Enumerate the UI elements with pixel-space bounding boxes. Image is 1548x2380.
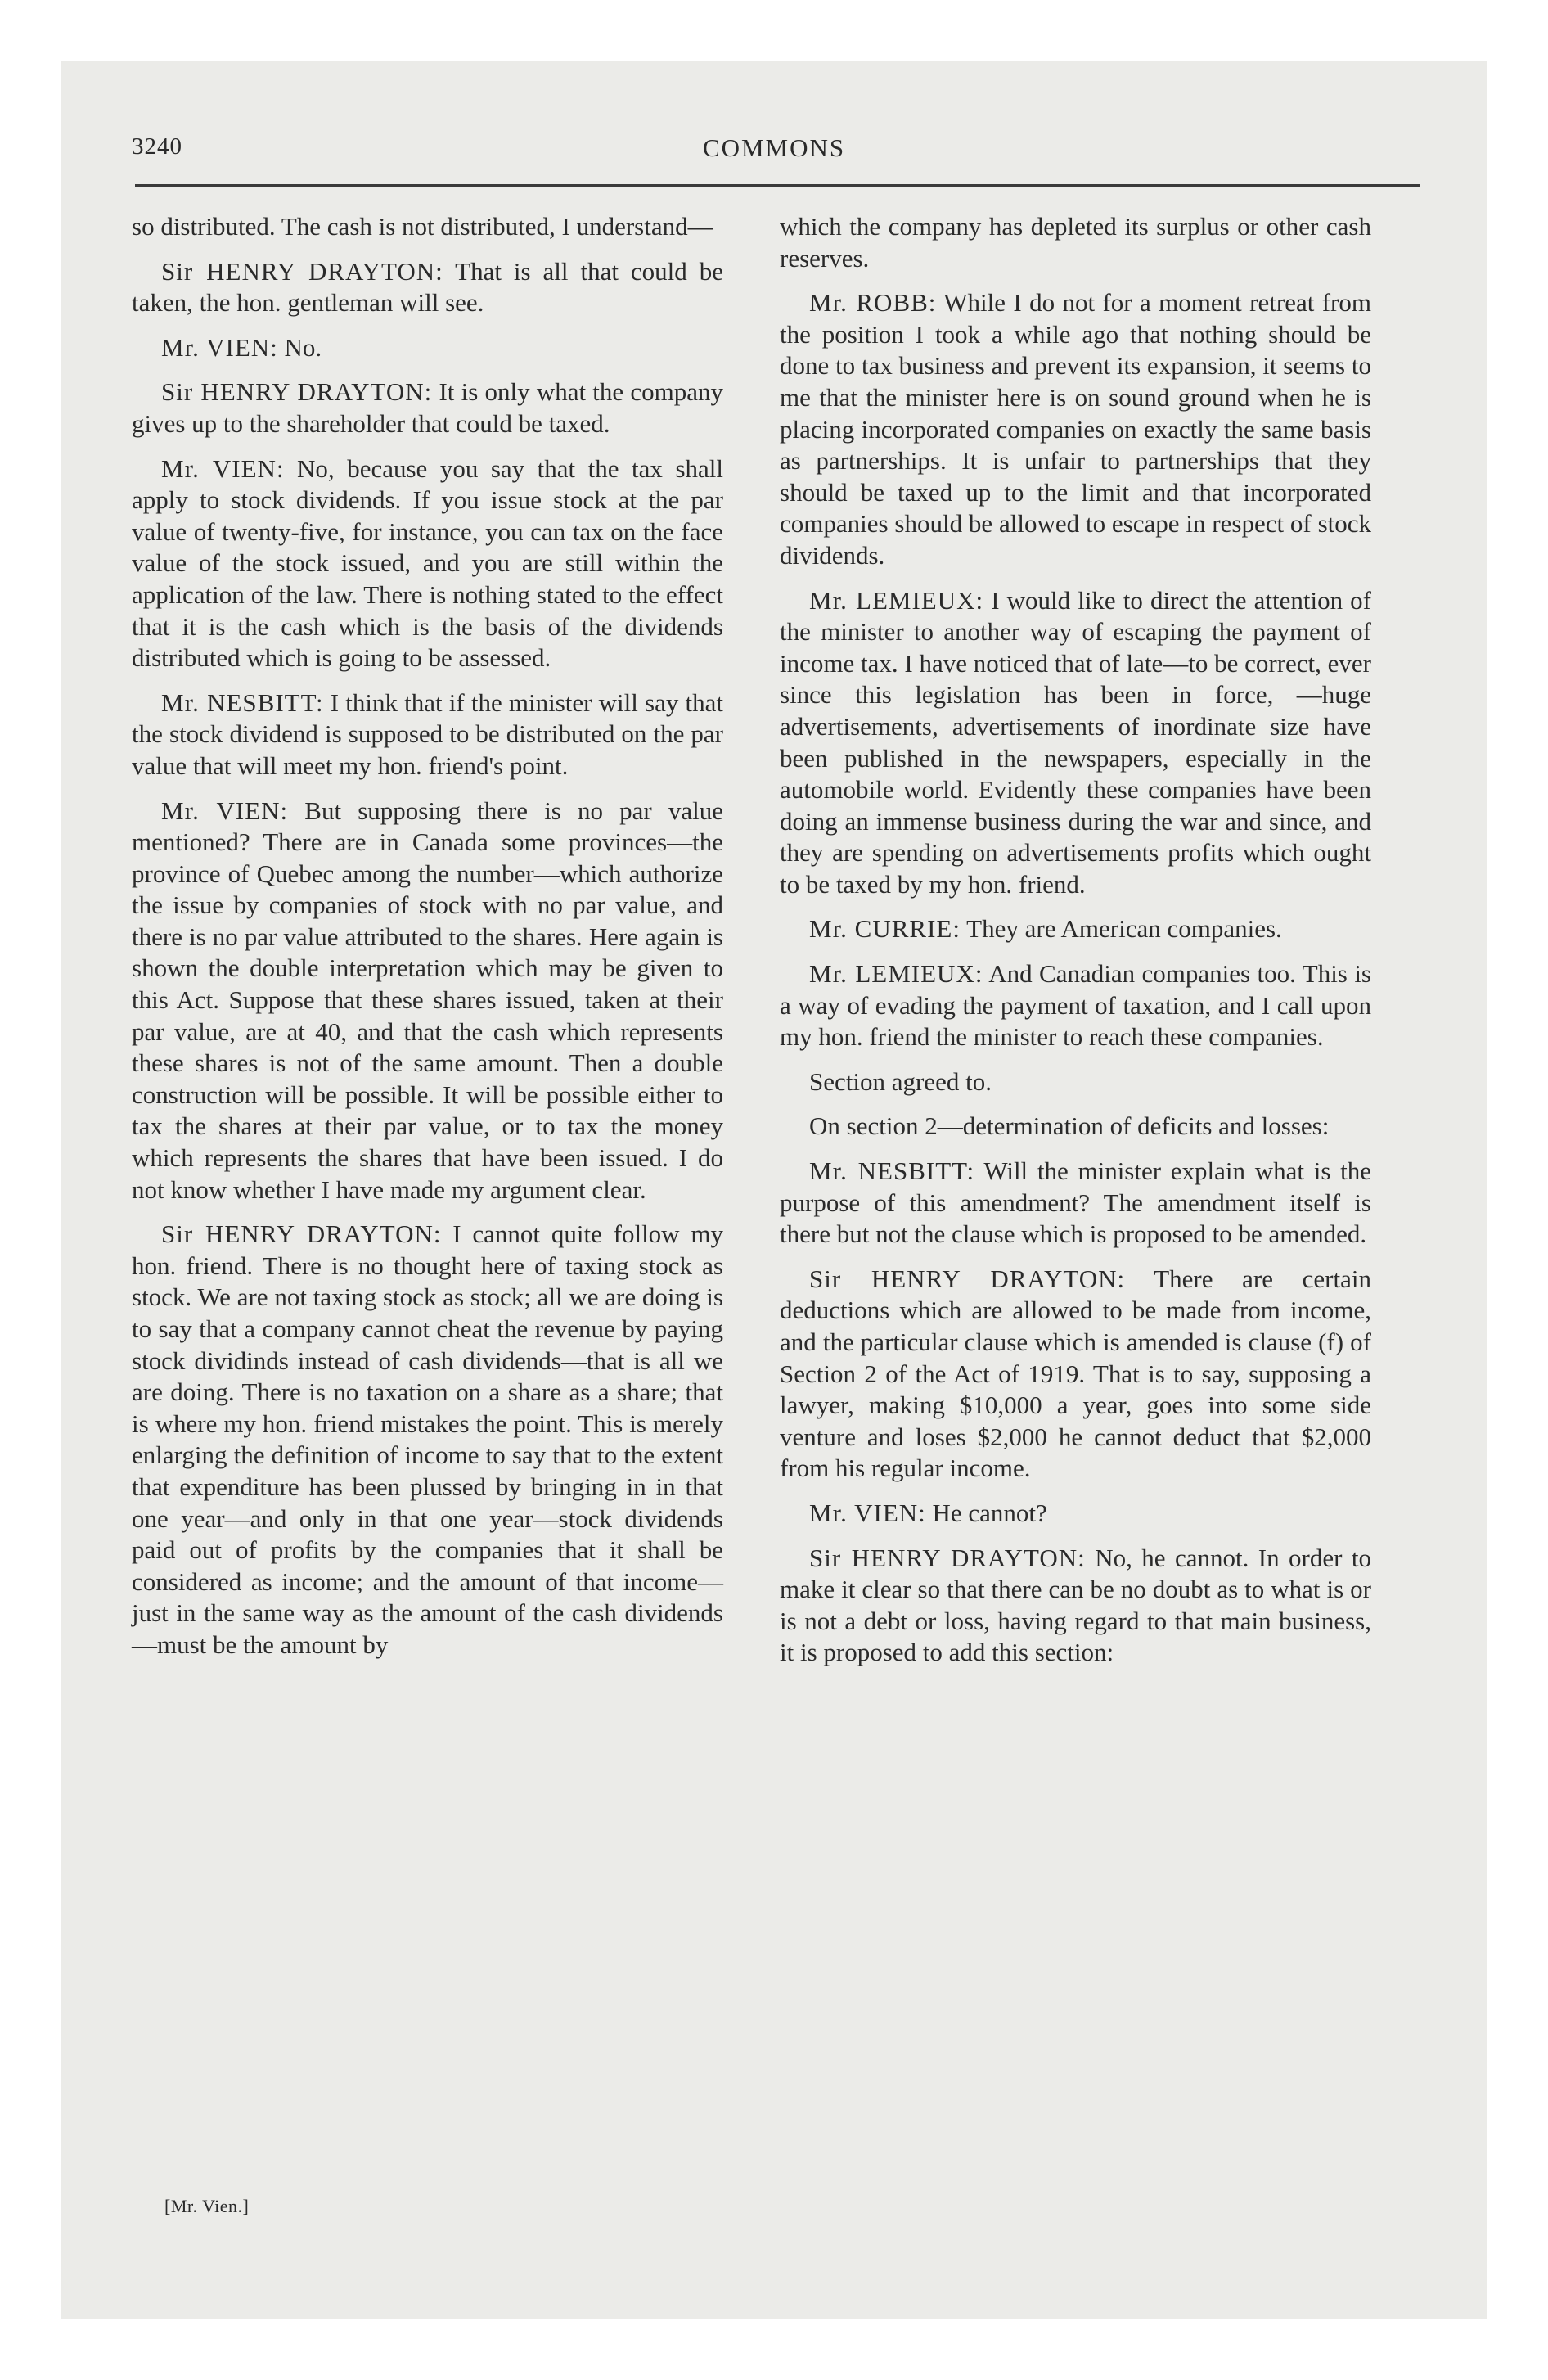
paragraph [780,1264,1371,1485]
document-page [61,61,1487,2319]
footer-note: [Mr. Vien.] [164,2196,250,2216]
left-column [132,211,723,1675]
paragraph-text: which the company has depleted its surplus or other cash reserves. [780,212,1371,273]
speaker-name: Sir HENRY DRAYTON: [809,1264,1126,1293]
header-rule [135,184,1420,187]
speaker-name: Mr. VIEN: [161,453,285,483]
paragraph [780,1498,1371,1530]
paragraph [780,958,1371,1053]
paragraph-text: No, because you say that the tax shall apply to stock dividends. If you issue stock at the par value of twenty-five, for instance, you can tax on the face value of the stock issued, and you are still within the application of the law. There is nothing stated to the effect that it is the cash which is the basis of the dividends distributed which is going to be assessed. [132,453,723,673]
paragraph-text: It is only what the company gives up to the shareholder that could be taxed. [132,377,723,438]
paragraph-text: And Canadian companies too. This is a way of evading the payment of taxation, and I call upon my hon. friend the minister to reach these companies. [780,959,1371,1052]
paragraph [780,585,1371,901]
paragraph-text: Section agreed to. [809,1066,992,1096]
paragraph [132,376,723,439]
paragraph-text: I think that if the minister will say that the stock dividend is supposed to be distributed on the par value that will meet my hon. friend's point. [132,687,724,780]
paragraph-text: He cannot? [932,1498,1047,1527]
paragraph [780,1066,1371,1098]
paragraph [132,687,723,782]
speaker-name: Mr. NESBITT: [809,1156,975,1186]
paragraph-text: That is all that could be taken, the hon. gentleman will see. [132,256,723,318]
speaker-name: Sir HENRY DRAYTON: [161,1219,442,1249]
running-title: COMMONS [702,133,846,162]
paragraph-text: so distributed. The cash is not distributed, I understand— [132,212,713,241]
paragraph-text: I cannot quite follow my hon. friend. There is no thought here of taxing stock as stock. We are not taxing stock as stock; all we are doing is to say that a company cannot cheat the revenue by paying stock dividinds instead of cash dividends—that is all we are doing. There is no taxation on a share as a share; that is where my hon. friend mistakes the point. This is merely enlarging the definition of income to say that to the extent that expenditure has been plussed by bringing in in that one year—and only in that one year—stock dividends paid out of profits by the companies that it shall be considered as income; and the amount of that income—just in the same way as the amount of the cash dividends—must be the amount by [132,1219,723,1659]
speaker-name: Mr. NESBITT: [161,687,324,717]
paragraph [780,211,1371,274]
paragraph-text: There are certain deductions which are allowed to be made from income, and the particular clause which is amended is clause (f) of Section 2 of the Act of 1919. That is to say, supposing a lawyer, making $10,000 a year, goes into some side venture and loses $2,000 he cannot deduct that $2,000 from his regular income. [780,1264,1371,1483]
paragraph [780,1543,1371,1669]
speaker-name: Sir HENRY DRAYTON: [161,256,443,286]
right-column [780,211,1371,1682]
speaker-name: Mr. VIEN: [161,332,278,362]
paragraph [780,1111,1371,1143]
speaker-name: Sir HENRY DRAYTON: [161,377,433,407]
paragraph-text: They are American companies. [966,914,1282,944]
speaker-name: Mr. ROBB: [809,288,937,318]
paragraph-text: No. [284,332,322,362]
paragraph-text: No, he cannot. In order to make it clear so that there can be no doubt as to what is or is not a debt or loss, having regard to that main business, it is proposed to add this section: [780,1543,1372,1667]
paragraph [132,211,723,243]
speaker-name: Mr. LEMIEUX: [809,585,984,615]
speaker-name: Mr. CURRIE: [809,914,961,944]
speaker-name: Mr. VIEN: [809,1498,926,1527]
paragraph [780,913,1371,945]
paragraph [132,1219,723,1661]
paragraph-text: While I do not for a moment retreat from the position I took a while ago that nothing should be done to tax business and prevent its expansion, it seems to me that the minister here is on sound ground when he is placing incorporated companies on exactly the same basis as partnerships. It is unfair to partnerships that they should be taxed up to the limit and that incorporated companies should be allowed to escape in respect of stock dividends. [780,288,1371,570]
paragraph [780,287,1371,571]
paragraph [780,1156,1371,1251]
paragraph-text: I would like to direct the attention of the minister to another way of escaping the payment of income tax. I have noticed that of late—to be correct, ever since this legislation has been in force, —huge advertisements, advertisements of inordinate size have been published in the newspapers, especially in the automobile world. Evidently these companies have been doing an immense business during the war and since, and they are spending on advertisements profits which ought to be taxed by my hon. friend. [780,585,1372,899]
paragraph [132,796,723,1206]
paragraph-text: But supposing there is no par value mentioned? There are in Canada some provinces—the province of Quebec among the number—which authorize the issue by companies of stock with no par value, and there is no par value attributed to the shares. Here again is shown the double interpretation which may be given to this Act. Suppose that these shares issued, taken at their par value, are at 40, and that the cash which represents these shares is not of the same amount. Then a double construction will be possible. It will be possible either to tax the shares at their par value, or to tax the money which represents the shares that have been issued. I do not know whether I have made my argument clear. [132,796,723,1204]
page-number: 3240 [132,133,182,160]
speaker-name: Sir HENRY DRAYTON: [809,1543,1086,1572]
speaker-name: Mr. VIEN: [161,796,289,825]
speaker-name: Mr. LEMIEUX: [809,959,983,989]
paragraph-text: Will the minister explain what is the purpose of this amendment? The amendment itself is there but not the clause which is proposed to be amended. [780,1156,1371,1249]
paragraph [132,332,723,364]
paragraph-text: On section 2—determination of deficits and losses: [809,1111,1330,1141]
paragraph [132,453,723,674]
paragraph [132,256,723,319]
